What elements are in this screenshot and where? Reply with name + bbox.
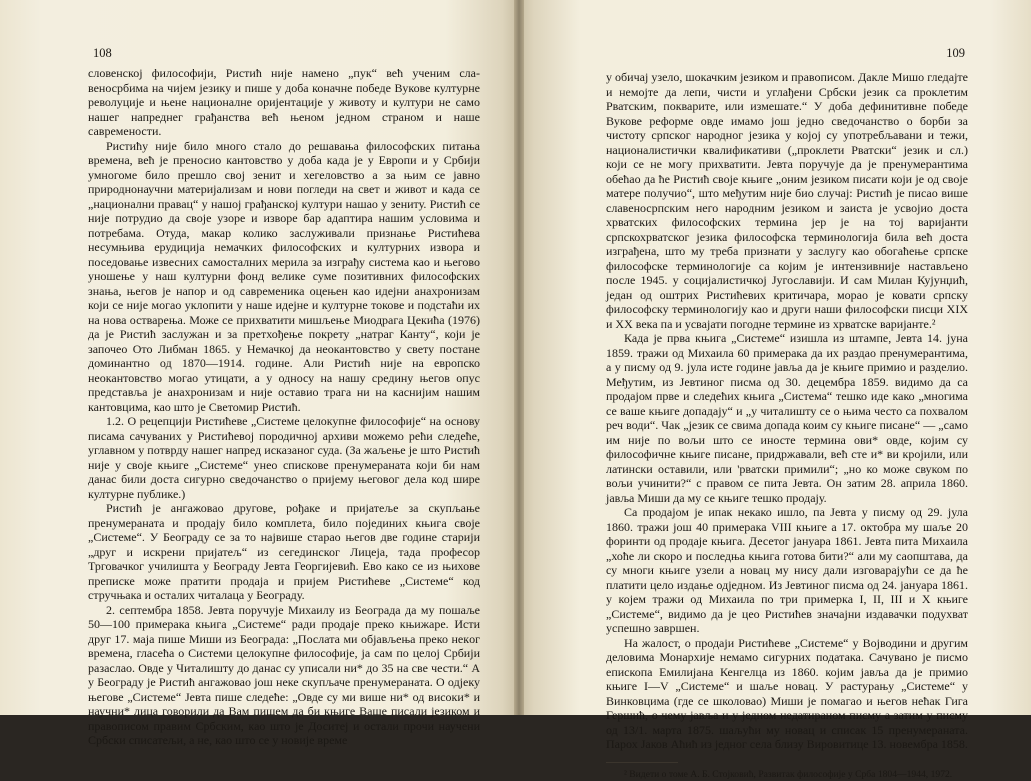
book-gutter [514, 0, 524, 715]
right-page [518, 0, 1031, 780]
left-page [0, 0, 518, 747]
page-number-right: 109 [946, 46, 965, 60]
footnote-rule [606, 762, 678, 763]
paragraph: На жалост, о продаји Ристићеве „Системе“ у Војводини и другим деловима Монархије немамо сигурних података. Сачувано је писмо епископа Емилијана Кенгелца из 1860. којим јавља да је примио књиге I—V „Системе“ и шаље новац. У растурању „Системе“ у Винковцима (где се школовао) Миши је помагао и његов нећак Гига Гершић, о чему јавља и у једном недатираном писму а затим у писму од 13/1. марта 1875. шаљући му новац и списак 15 пренумераната. Парох Јаков Аћић из једног села близу Вировитице 13. новембра 1858. [606, 635, 968, 751]
paragraph: 1.2. О рецепцији Ристићеве „Системе целокупне философије“ на основу писама сачуваних у Ристићевој породичној архиви можемо рећи следеће, углавном у потврду нашег напред исказаног суда. (За жаљење је што Ристић није у своје књиге „Системе“ унео спискове пренумераната који би нам данас били доста сигурно сведочанство о пријему његовог дела код шире културне публике.) [88, 414, 480, 501]
paragraph: словенској философији, Ристић није намено „пук“ већ ученим славеносрбима на чијем језику и пише у доба коначне победе Вукове културне револуције и њене националне оријентације у животу и култури не само нашег напреднег грађанства већ њеном једном страном и наше савремености. [88, 66, 480, 138]
paragraph: 2. септембра 1858. Јевта поручује Михаилу из Београда да му пошаље 50—100 примерака књига „Системе“ ради продаје преко књижаре. Исти друг 17. маја пише Миши из Београда: „Послата ми објављења преко некoг времена, гласећа о Системи целокупне философије, ја сам по целој Србији разаслао. Овде у Читалишту до данас су уписали ни* до 35 на све чести.“ А у Београду је Ристић ангажовао још неке скупљаче пренумераната. О одјеку његове „Системе“ Јевта пише следеће: „Овде су ми више ни* од високи* и научни* лица говорили да Вам пишем да би књиге Ваше писали језиком и правописом правим Србским, као што је Доситеј и остали прочи научени Србски списатељи, а не, као што се у новије време [88, 602, 480, 747]
paragraph: Ристић је ангажовао другове, рођаке и пријатеље за скупљање пренумераната и продају било комплета, било појединих књига своје „Системе“. У Београду се за то највише старао његов две године старији „друг и искрени пријатељ“ из сегединског Лицеја, тада професор Трговачког училишта у Београду Јевта Георгијевић. Ево како се из њихове преписке може пратити продаја и пријем Ристићеве „Системе“ код стручњака и осталих читалаца у Београду. [88, 501, 480, 602]
footnote: ² Видети о томе А. Б. Стојковић, Развитак философије у Срба 1804—1944, 1972. [624, 768, 953, 780]
page-number-left: 108 [93, 46, 112, 60]
paragraph: Ристићу није било много стало до решавања философских питања времена, већ је преносио кантовство у доба када је у Европи и у Србији умногоме било прешло свој зенит и хегеловство а за њим се јавно природнонаучни материјализам и нови погледи на свет и живот и када се „национални правац“ у нашој грађанској култури нашао у зениту. Ристић се није потрудио да своје узоре и изворе бар адаптира нашим условима и потребама. Отуда, макар колико заслуживали признање Ристићева несумњива ерудиција немачких философских и културних извора и поседовање извесних самосталних мерила за изграђу система као и његово уношење у наш културни фонд велике суме позитивних философских знања, његов је напор и од савременика оцењен као идејни анахронизам који се није могао уклопити у наше идејне и културне токове и подстаћи их на нова остварења. Може се прихватити мишљење Миодрага Цекића (1976) да је Ристић заслужан и за претхођење покрету „натраг Канту“, који је започео Ото Либман 1865. у Немачкој да неокантовство у свету постане доминантно од 1870—1914. године. Али Ристић није на европско неокантовство могао утицати, а у односу на нашу средину његов опус представља је анахронизам и није оставио трага ни на каснијим нашим кантовцима, као што је Светомир Ристић. [88, 138, 480, 414]
paragraph: у обичај узело, шокачким језиком и правописом. Дакле Мишо гледајте и немојте да лепи, чисти и углађени Србски језик са проклетим Рватским, покварите, или измешате.“ У доба дефинитивне победе Вукове реформе овде имамо још једно сведочанство о борби за чистоту српског народног језика у којој су употребљавани и тежи, националистички квалификативи („проклети Рватски“ језик и сл.) који се не могу прихватити. Јевта поручује да је пренумерантима обећао да ће Ристић своје књиге „оним језиком писати који је од своје матере получио“, што међутим није био случај: Ристић је писао више славеносрпским него народним језиком и заиста је усвојио доста хрватских философских термина јер је на тој варијанти српскохрватског језика философска терминологија била већ доста изграђена, што му треба признати у заслугу као обогаћење српске философске терминологије са којим је интензивније настављено после 1945. у социјалистичкој Југославији. И сам Милан Кујунџић, један од оштрих Ристићевих критичара, морао је ковати српску философску терминологију као и други наши философски писци XIX и XX века па и усвајати погодне термине из хрватске варијанте.² [606, 70, 968, 331]
paragraph: Када је прва књига „Системе“ изишла из штампе, Јевта 14. јуна 1859. тражи од Михаила 60 примерака да их раздао пренумерантима, а у писму од 9. јула исте године јавља да је књиге примио и разделио. Међутим, из Јевтиног писма од 30. децембра 1859. видимо да са продајом прве и следећих књига „Система“ тешко иде како „многима се ваше књиге допадају“ и „у читалишту се о њима честo са похвалом реч води“. Чак „језик се свима допада коим су књиге писане“ — „само им није по вољи што се иносте терминa ови* овде, којим су философичне књиге писане, придржавали, већ сте и* ви кројили, или латински оставили, или 'рватски примили“; „но ко може свуком по вољи учинити?“ с правом се пита Јевта. Он затим 28. априла 1860. јавља Миши да му се књиге тешко продају. [606, 331, 968, 505]
paragraph: Са продајом је ипак некако ишло, па Јевта у писму од 29. јула 1860. тражи још 40 примерака VIII књиге а 17. октобра му шаље 20 форинти од продаје књига. Десетог јануара 1861. Јевта пита Михаила „хоће ли скоро и последња књига готова бити?“ али му саопштава, да су многи књиге узели а новац му нису дали изговарајући се да ће платити цело издање одједном. Из Јевтиног писма од 24. јануара 1861. у којем тражи од Михаила по три примерка I, II, III и Х књиге „Системе“, видимо да је цео Ристићев значајни издавачки подухват успешно завршен. [606, 505, 968, 635]
right-page-text [606, 70, 968, 781]
left-page-text [88, 66, 480, 748]
